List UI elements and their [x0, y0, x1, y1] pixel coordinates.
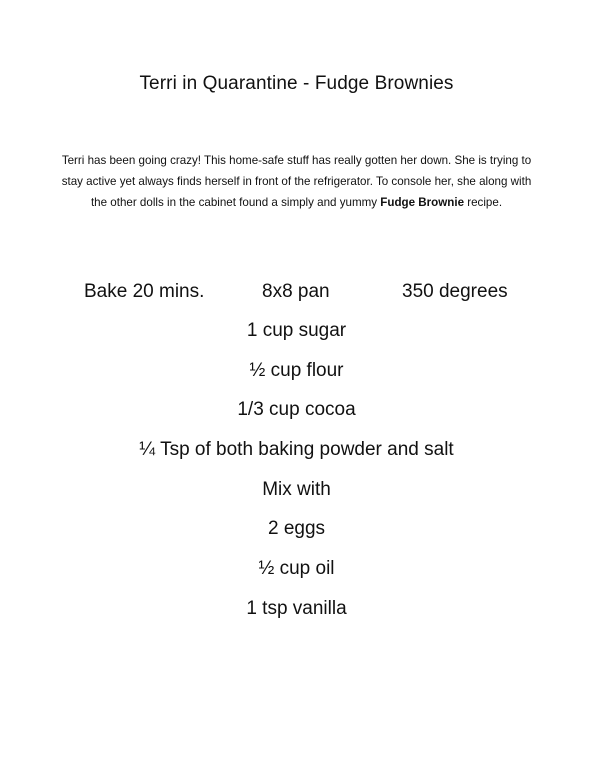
bake-info-row: [0, 279, 593, 305]
intro-text-after: recipe.: [464, 196, 503, 209]
recipe-title: Terri in Quarantine - Fudge Brownies: [139, 73, 454, 94]
ingredient-line: 1 tsp vanilla: [246, 597, 347, 619]
ingredient-line: ½ cup oil: [258, 558, 335, 580]
intro-text-before: Terri has been going crazy! This home-safe stuff has really gotten her down. She is trying to stay active yet always finds herself in front of the refrigerator. To console her, she along with the other dolls in the cabinet found a simply and yummy: [61, 154, 532, 209]
ingredient-line: Mix with: [262, 478, 331, 500]
bake-temperature: 350 degrees: [402, 281, 508, 302]
ingredient-line: 1 cup sugar: [246, 320, 347, 341]
ingredient-line: ¼ Tsp of both baking powder and salt: [139, 439, 454, 461]
bake-pan-size: 8x8 pan: [262, 281, 330, 302]
bake-time: Bake 20 mins.: [84, 281, 205, 302]
ingredient-list: [0, 318, 593, 636]
recipe-intro: [60, 150, 533, 213]
ingredient-line: 1/3 cup cocoa: [237, 399, 356, 421]
intro-bold-recipe-name: Fudge Brownie: [380, 196, 465, 209]
ingredient-line: 2 eggs: [267, 518, 326, 540]
ingredient-line: ½ cup flour: [249, 359, 344, 381]
